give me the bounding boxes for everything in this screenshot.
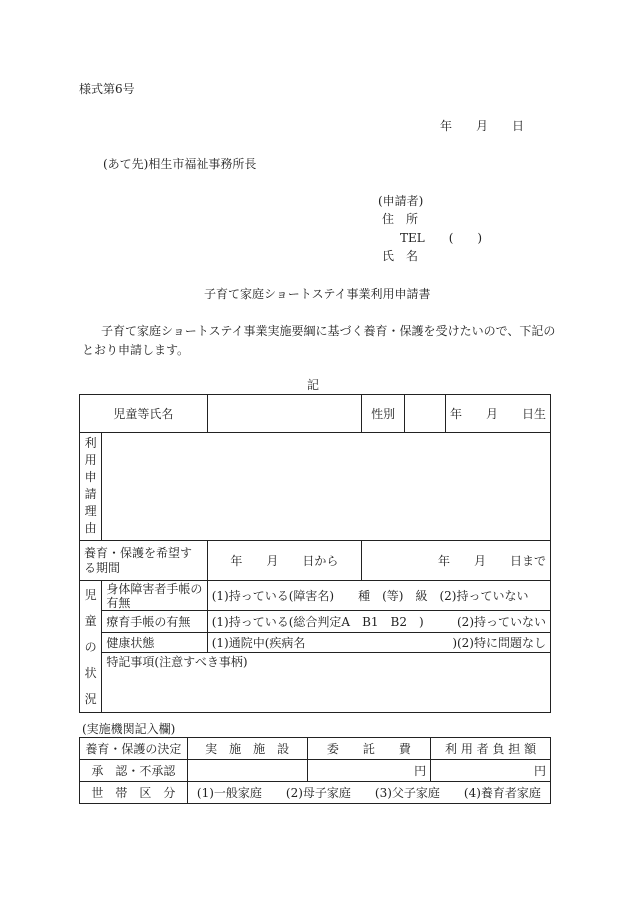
applicant-address-label: 住 所 [382, 212, 419, 226]
reason-field[interactable] [102, 433, 551, 541]
facility-label: 実 施 施 設 [187, 738, 307, 760]
ki-label: 記 [307, 378, 320, 392]
child-name-label: 児童等氏名 [80, 395, 208, 433]
fee-field[interactable]: 円 [307, 760, 431, 782]
birthdate-field[interactable]: 年 月 日生 [445, 395, 550, 433]
agency-caption: (実施機関記入欄) [82, 722, 176, 736]
document-title: 子育て家庭ショートステイ事業利用申請書 [204, 287, 431, 301]
disability-value[interactable]: (1)持っている(障害名) 種 (等) 級 (2)持っていない [207, 581, 550, 611]
body-text-line2: とおり申請します。 [82, 343, 190, 357]
health-value-option2: )(2)特に問題なし [452, 636, 546, 650]
form-number: 様式第6号 [79, 82, 135, 96]
status-label: 児童の状況 [84, 587, 97, 706]
household-label: 世 帯 区 分 [80, 782, 188, 804]
notes-label: 特記事項(注意すべき事柄) [106, 655, 248, 669]
notes-field[interactable] [102, 653, 551, 713]
facility-field[interactable] [187, 760, 307, 782]
ryoiku-label: 療育手帳の有無 [102, 611, 207, 633]
gender-label: 性別 [361, 395, 404, 433]
ryoiku-value-cell[interactable] [207, 611, 550, 633]
agency-table [79, 737, 551, 804]
decision-label: 養育・保護の決定 [80, 738, 188, 760]
child-name-field[interactable] [207, 395, 361, 433]
addressee: (あて先)相生市福祉事務所長 [103, 157, 257, 171]
reason-label: 利用申請理由 [84, 436, 97, 535]
fee-label: 委 託 費 [307, 738, 431, 760]
period-from-field[interactable]: 年 月 日から [207, 541, 361, 581]
approval-label: 承 認・不承認 [80, 760, 188, 782]
applicant-label: (申請者) [378, 194, 424, 208]
applicant-tel-label: TEL ( ) [400, 231, 483, 245]
household-options[interactable]: (1)一般家庭 (2)母子家庭 (3)父子家庭 (4)養育者家庭 [187, 782, 550, 804]
disability-label: 身体障害者手帳の有無 [102, 581, 207, 611]
gender-field[interactable] [405, 395, 445, 433]
ryoiku-value-option1: (1)持っている(総合判定A B1 B2 ) [211, 615, 424, 629]
ryoiku-value-option2: (2)持っていない [457, 615, 546, 629]
health-label: 健康状態 [102, 633, 207, 653]
application-table [79, 394, 551, 713]
date-line: 年 月 日 [440, 119, 525, 133]
health-value-cell[interactable] [207, 633, 550, 653]
applicant-name-label: 氏 名 [382, 249, 419, 263]
user-cost-field[interactable]: 円 [431, 760, 551, 782]
status-label-cell [80, 581, 102, 713]
period-to-field[interactable]: 年 月 日まで [361, 541, 550, 581]
user-cost-label: 利 用 者 負 担 額 [431, 738, 551, 760]
health-value-option1: (1)通院中(疾病名 [211, 636, 306, 650]
reason-label-cell [80, 433, 102, 541]
period-label: 養育・保護を希望する期間 [80, 541, 208, 581]
body-text-line1: 子育て家庭ショートステイ事業実施要綱に基づく養育・保護を受けたいので、下記の [101, 324, 556, 338]
